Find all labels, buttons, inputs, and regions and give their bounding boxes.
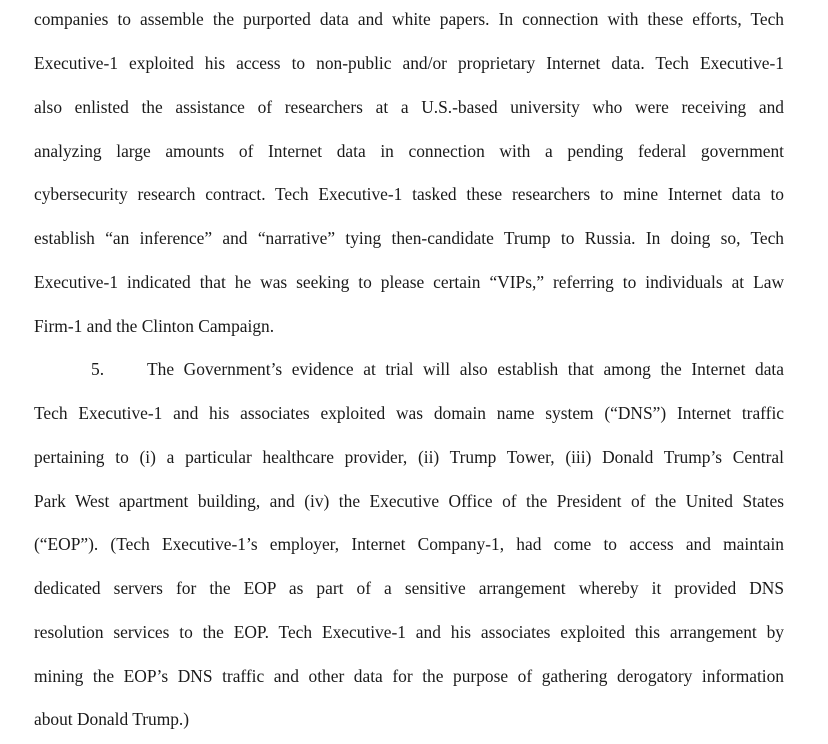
text-line: Executive-1 indicated that he was seeking to please certain “VIPs,” referring to individuals at Law xyxy=(34,272,784,292)
text-line: Firm-1 and the Clinton Campaign. xyxy=(34,316,275,336)
text-line: Park West apartment building, and (iv) the Executive Office of the President of the United States xyxy=(34,491,784,511)
text-line: mining the EOP’s DNS traffic and other data for the purpose of gathering derogatory information xyxy=(34,666,784,686)
text-line: also enlisted the assistance of researchers at a U.S.-based university who were receiving and xyxy=(34,97,784,117)
text-line: about Donald Trump.) xyxy=(34,709,190,729)
text-line: resolution services to the EOP. Tech Executive-1 and his associates exploited this arrangement by xyxy=(34,622,784,642)
text-line: Executive-1 exploited his access to non-public and/or proprietary Internet data. Tech Executive-1 xyxy=(34,53,784,73)
text-line: cybersecurity research contract. Tech Executive-1 tasked these researchers to mine Internet data to xyxy=(34,184,784,204)
text-line: establish “an inference” and “narrative” tying then-candidate Trump to Russia. In doing so, Tech xyxy=(34,228,784,248)
text-line: Tech Executive-1 and his associates exploited was domain name system (“DNS”) Internet traffic xyxy=(34,403,784,423)
paragraph-number: 5. xyxy=(91,359,105,379)
text-line: dedicated servers for the EOP as part of a sensitive arrangement whereby it provided DNS xyxy=(34,578,784,598)
text-line: analyzing large amounts of Internet data in connection with a pending federal government xyxy=(34,141,784,161)
text-line: pertaining to (i) a particular healthcare provider, (ii) Trump Tower, (iii) Donald Trump’s Central xyxy=(34,447,784,467)
text-line: companies to assemble the purported data and white papers. In connection with these efforts, Tech xyxy=(34,9,784,29)
text-line: (“EOP”). (Tech Executive-1’s employer, Internet Company-1, had come to access and maintain xyxy=(34,534,784,554)
text-line: The Government’s evidence at trial will also establish that among the Internet data xyxy=(147,359,784,379)
